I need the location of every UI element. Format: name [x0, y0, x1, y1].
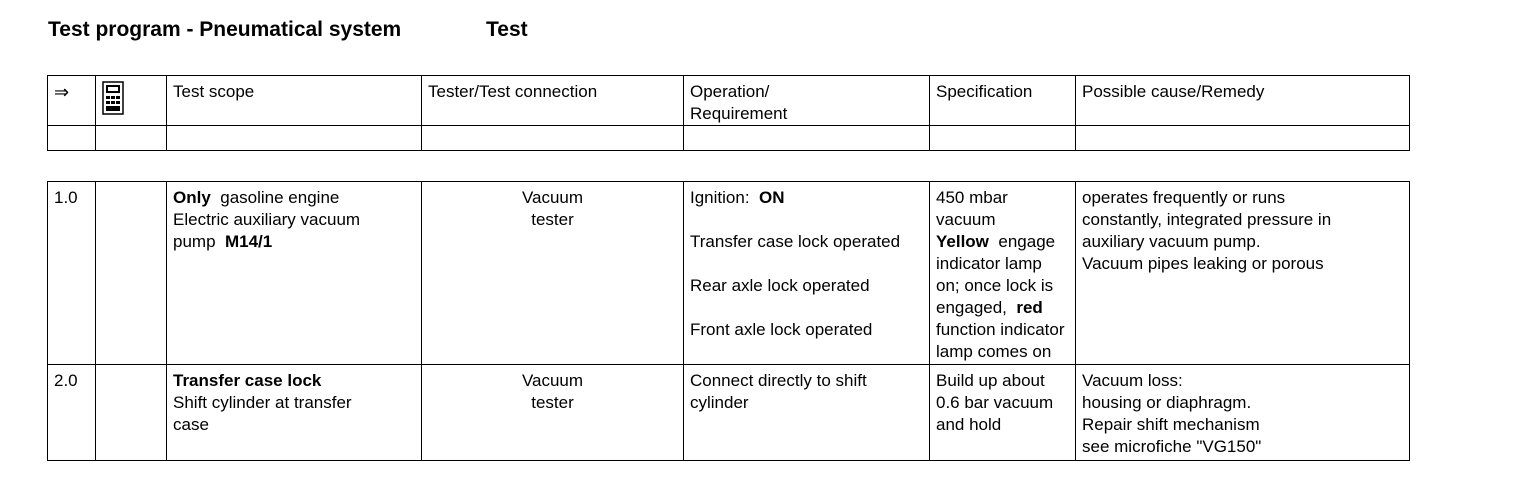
title-main: Test program - Pneumatical system	[48, 18, 402, 41]
row-cause	[1076, 182, 1410, 365]
spec-line7: function indicator	[936, 320, 1065, 339]
spec-line3: engage	[998, 232, 1056, 251]
row-icon-cell	[96, 365, 167, 461]
ignition-label: Ignition:	[690, 188, 750, 207]
operation-line2: cylinder	[690, 393, 749, 412]
spec-line5: on; once lock is	[936, 276, 1054, 295]
header-test-scope: Test scope	[167, 76, 422, 126]
spec-line4: indicator lamp	[936, 254, 1042, 273]
header-row	[48, 76, 1410, 126]
empty-cell	[422, 126, 684, 151]
empty-cell	[1076, 126, 1410, 151]
header-cause: Possible cause/Remedy	[1076, 76, 1410, 126]
spec-line2: vacuum	[936, 210, 996, 229]
scope-line2: Electric auxiliary vacuum	[173, 210, 361, 229]
cause-line3: Repair shift mechanism	[1082, 415, 1260, 434]
right-double-arrow-icon: ⇒	[54, 82, 70, 102]
row-number: 2.0	[48, 365, 96, 461]
empty-cell	[930, 126, 1076, 151]
tester-line1: Vacuum	[521, 188, 584, 207]
row-operation	[684, 182, 930, 365]
scope-bold: Only	[173, 188, 211, 207]
spec-line8: lamp comes on	[936, 342, 1052, 361]
tester-line2: tester	[531, 393, 574, 412]
row-operation	[684, 365, 930, 461]
row-specification	[930, 365, 1076, 461]
row-tester	[422, 182, 684, 365]
spec-line1: 450 mbar	[936, 188, 1008, 207]
operation-3: Rear axle lock operated	[690, 276, 870, 295]
ignition-value: ON	[759, 188, 785, 207]
scope-line1: gasoline engine	[220, 188, 340, 207]
scope-bold: Transfer case lock	[173, 371, 322, 390]
spec-yellow: Yellow	[936, 232, 989, 251]
scope-line3: pump	[173, 232, 216, 251]
scope-line2: Shift cylinder at transfer	[173, 393, 352, 412]
empty-cell	[167, 126, 422, 151]
header-arrow-cell	[48, 76, 96, 126]
header-empty-row	[48, 126, 1410, 151]
empty-cell	[684, 126, 930, 151]
header-icon-cell	[96, 76, 167, 126]
cause-line2: housing or diaphragm.	[1082, 393, 1252, 412]
cause-line1: Vacuum loss:	[1082, 371, 1183, 390]
row-tester	[422, 365, 684, 461]
header-table	[47, 75, 1410, 151]
spec-line6: engaged,	[936, 298, 1007, 317]
header-operation-line1: Operation/	[690, 82, 770, 101]
test-table	[47, 181, 1410, 461]
table-row	[48, 365, 1410, 461]
header-tester: Tester/Test connection	[422, 76, 684, 126]
operation-line1: Connect directly to shift	[690, 371, 867, 390]
cause-line4: Vacuum pipes leaking or porous	[1082, 254, 1324, 273]
header-operation	[684, 76, 930, 126]
table-row	[48, 182, 1410, 365]
scope-line3: case	[173, 415, 209, 434]
spec-line1: Build up about	[936, 371, 1045, 390]
spec-line2: 0.6 bar vacuum	[936, 393, 1054, 412]
tester-device-icon	[102, 81, 124, 115]
row-icon-cell	[96, 182, 167, 365]
row-specification	[930, 182, 1076, 365]
tester-line2: tester	[531, 210, 574, 229]
spec-red: red	[1016, 298, 1043, 317]
empty-cell	[96, 126, 167, 151]
cause-line1: operates frequently or runs	[1082, 188, 1286, 207]
cause-line4: see microfiche "VG150"	[1082, 437, 1262, 456]
row-test-scope	[167, 365, 422, 461]
row-number: 1.0	[48, 182, 96, 365]
header-operation-line2: Requirement	[690, 104, 788, 123]
cause-line2: constantly, integrated pressure in	[1082, 210, 1332, 229]
tester-line1: Vacuum	[521, 371, 584, 390]
operation-4: Front axle lock operated	[690, 320, 873, 339]
header-specification: Specification	[930, 76, 1076, 126]
scope-component: M14/1	[224, 232, 273, 251]
row-cause	[1076, 365, 1410, 461]
empty-cell	[48, 126, 96, 151]
operation-2: Transfer case lock operated	[690, 232, 901, 251]
title-test: Test	[486, 18, 528, 41]
row-test-scope	[167, 182, 422, 365]
spec-line3: and hold	[936, 415, 1002, 434]
cause-line3: auxiliary vacuum pump.	[1082, 232, 1261, 251]
